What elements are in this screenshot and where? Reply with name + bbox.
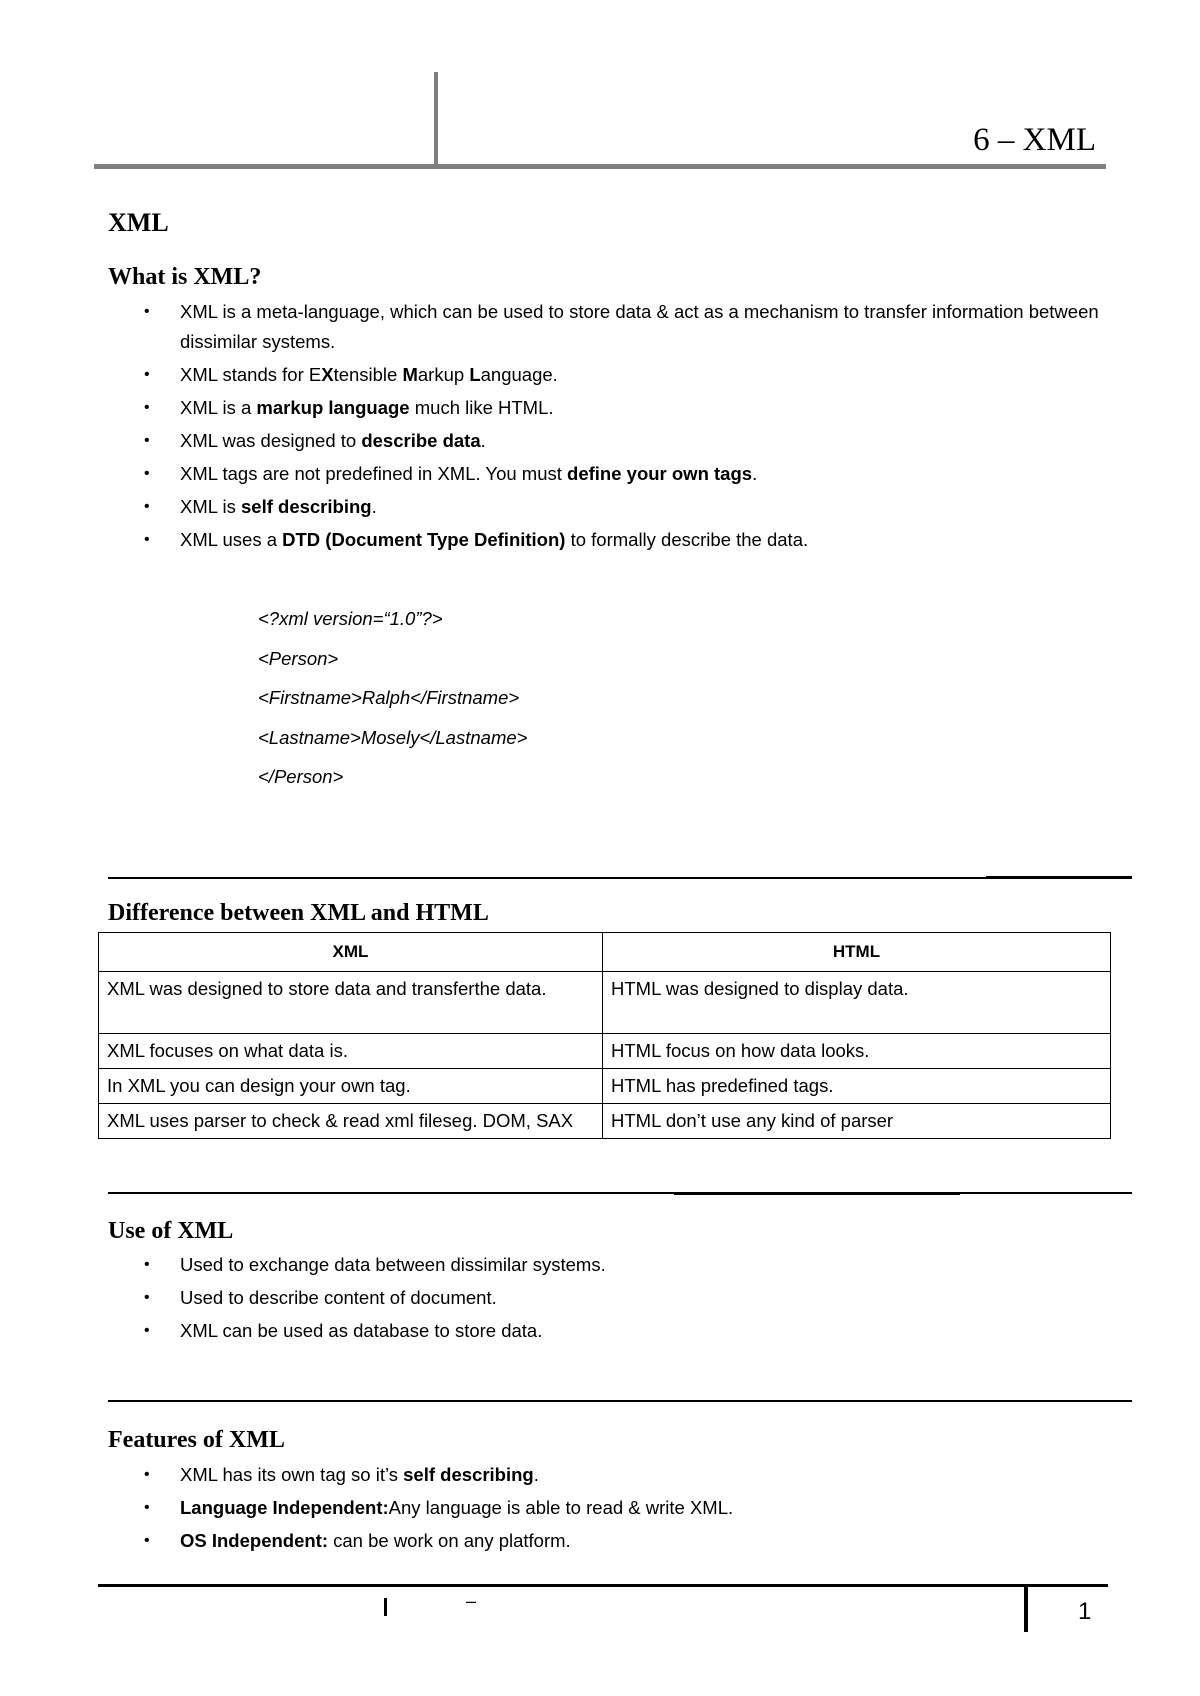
code-line: <Firstname>Ralph</Firstname> xyxy=(258,687,520,708)
column-header-xml: XML xyxy=(99,933,603,972)
table-row xyxy=(99,972,1111,1034)
section-divider xyxy=(108,877,1132,879)
list-item: • Used to describe content of document. xyxy=(108,1283,1118,1313)
footer-dash: – xyxy=(466,1591,477,1611)
table-cell: HTML focus on how data looks. xyxy=(603,1034,1111,1069)
footer-vertical-rule xyxy=(1024,1584,1028,1632)
section-heading-difference: Difference between XML and HTML xyxy=(108,900,489,926)
code-line: <Lastname>Mosely</Lastname> xyxy=(258,726,528,748)
section-divider xyxy=(108,1400,1132,1402)
code-line: <Person> xyxy=(258,647,339,669)
what-is-xml-list xyxy=(108,297,1118,558)
list-item: • Language Independent:Any language is able to read & write XML. xyxy=(108,1493,1118,1523)
section-divider xyxy=(108,1192,1132,1194)
table-header-row xyxy=(99,933,1111,972)
page-number: 1 xyxy=(1078,1598,1092,1625)
table-cell: XML focuses on what data is. xyxy=(99,1034,603,1069)
list-item: • XML has its own tag so it’s self describing. xyxy=(108,1460,1118,1490)
list-item: • Used to exchange data between dissimilar systems. xyxy=(108,1250,1118,1280)
chapter-title: 6 – XML xyxy=(973,122,1096,158)
features-list xyxy=(108,1460,1118,1559)
table-cell: XML was designed to store data and transferthe data. xyxy=(99,972,603,1034)
table-cell: HTML don’t use any kind of parser xyxy=(603,1104,1111,1139)
list-item: • XML is a markup language much like HTML. xyxy=(108,393,1118,423)
header-vertical-rule xyxy=(434,72,438,166)
table-row xyxy=(99,1034,1111,1069)
section-divider-accent xyxy=(986,876,1132,879)
section-heading-use: Use of XML xyxy=(108,1218,234,1244)
section-heading-features: Features of XML xyxy=(108,1427,285,1453)
footer-rule xyxy=(98,1584,1108,1587)
list-item: • XML is a meta-language, which can be used to store data & act as a mechanism to transfer information between dissimilar systems. xyxy=(108,297,1118,357)
page-title: XML xyxy=(108,208,169,237)
code-line: </Person> xyxy=(258,766,344,787)
use-of-xml-list xyxy=(108,1250,1118,1349)
table-row xyxy=(99,1069,1111,1104)
list-item: • XML uses a DTD (Document Type Definition) to formally describe the data. xyxy=(108,525,1118,555)
list-item: • OS Independent: can be work on any platform. xyxy=(108,1526,1118,1556)
footer-separator xyxy=(384,1598,387,1616)
list-item: • XML is self describing. xyxy=(108,492,1118,522)
header-horizontal-rule xyxy=(94,164,1106,169)
section-divider-accent xyxy=(674,1192,960,1195)
code-line: <?xml version=“1.0”?> xyxy=(258,608,443,629)
table-row xyxy=(99,1104,1111,1139)
list-item: • XML can be used as database to store data. xyxy=(108,1316,1118,1346)
table-cell: XML uses parser to check & read xml fileseg. DOM, SAX xyxy=(99,1104,603,1139)
list-item: • XML stands for EXtensible Markup Language. xyxy=(108,360,1118,390)
xml-code-example xyxy=(258,605,527,803)
column-header-html: HTML xyxy=(603,933,1111,972)
comparison-table xyxy=(98,932,1111,1139)
table-cell: In XML you can design your own tag. xyxy=(99,1069,603,1104)
list-item: • XML was designed to describe data. xyxy=(108,426,1118,456)
section-heading-what-is-xml: What is XML? xyxy=(108,264,262,290)
list-item: • XML tags are not predefined in XML. You must define your own tags. xyxy=(108,459,1118,489)
table-cell: HTML was designed to display data. xyxy=(603,972,1111,1034)
table-cell: HTML has predefined tags. xyxy=(603,1069,1111,1104)
